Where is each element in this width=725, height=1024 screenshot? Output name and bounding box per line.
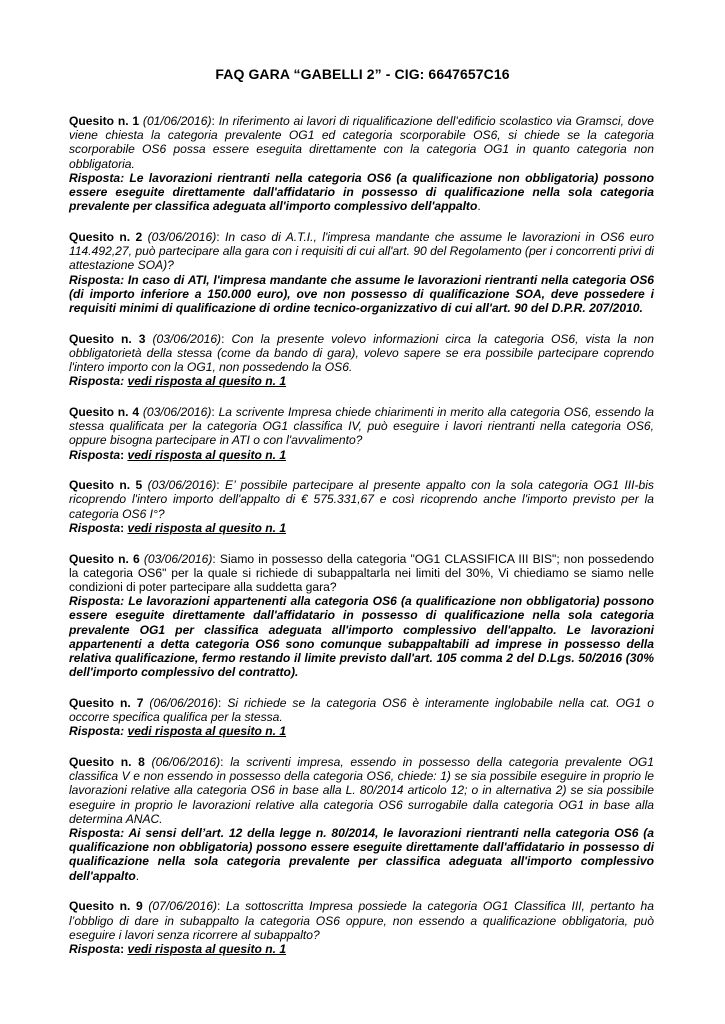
answer-label: Risposta xyxy=(69,520,121,535)
question-date: (03/06/2016) xyxy=(147,229,217,244)
question-date: (03/06/2016) xyxy=(152,331,222,346)
answer-paragraph xyxy=(69,448,654,462)
question-date: (06/06/2016) xyxy=(151,755,221,770)
answer-label: Risposta xyxy=(69,447,121,462)
answer-paragraph xyxy=(69,724,654,738)
answer-text: Risposta: Ai sensi dell’art. 12 della legge n. 80/2014, le lavorazioni rientranti nella categoria OS6 (a qualificazione non obbligatoria) possono essere eseguite direttamente dall'affidatario in possesso di qualificazione nella sola categoria prevalente per classifica adeguata all'importo complessivo dell'appalto xyxy=(69,826,654,883)
answer-reference-link: vedi risposta al quesito n. 1 xyxy=(127,724,287,739)
question-label: Quesito n. 5 xyxy=(69,478,143,493)
question-date: (07/06/2016) xyxy=(148,899,217,914)
question-label: Quesito n. 9 xyxy=(69,899,143,914)
faq-item-2 xyxy=(69,230,654,315)
question-date: (03/06/2016) xyxy=(142,404,212,419)
question-label: Quesito n. 3 xyxy=(69,331,146,346)
question-text: E’ possibile partecipare al presente appalto con la sola categoria OG1 III-bis ricoprendo l'intero importo dell'appalto di € 575.331,67 e così ricoprendo anche l'importo previsto per la categoria OS6 I°? xyxy=(69,478,654,521)
question-paragraph: Quesito n. 5 (03/06/2016): E’ possibile partecipare al presente appalto con la sola categoria OG1 III-bis ricoprendo l'intero importo dell'appalto di € 575.331,67 e così ricoprendo anche l'importo previsto per la categoria OS6 I°? xyxy=(69,478,654,521)
answer-text: Risposta: In caso di ATI, l'impresa mandante che assume le lavorazioni rientranti nella categoria OS6 (di importo inferiore a 150.000 euro), ove non possesso di qualificazione SOA, deve possedere i requisiti minimi di qualificazione di ordine tecnico-organizzativo di cui all'art. 90 del D.P.R. 207/2010. xyxy=(69,272,654,315)
answer-label: Risposta: xyxy=(69,724,128,739)
faq-item-5 xyxy=(69,478,654,535)
answer-paragraph xyxy=(69,273,654,316)
answer-paragraph xyxy=(69,171,654,214)
answer-reference-link: vedi risposta al quesito n. 1 xyxy=(127,447,287,462)
question-text: Con la presente volevo informazioni circa la categoria OS6, vista la non obbligatorietà della stessa (come da bando di gara), volevo sapere se era possibile partecipare coprendo l'intero importo con la OG1, non possedendo la OS6. xyxy=(69,331,654,375)
answer-paragraph xyxy=(69,521,654,535)
answer-separator: : xyxy=(120,447,128,462)
question-label: Quesito n. 4 xyxy=(69,404,140,419)
question-paragraph: Quesito n. 8 (06/06/2016): la scriventi impresa, essendo in possesso della categoria prevalente OG1 classifica V e non essendo in possesso della categoria OS6, chiede: 1) se sia possibile eseguire in proprio le lavorazioni relative alla categoria OS6 in base alla L. 80/2014 articolo 12; o in alternativa 2) se sia possibile eseguire in proprio le lavorazioni relative alla categoria OS6 surrogabile dalla categoria OG1 in base alla determina ANAC. xyxy=(69,755,654,826)
answer-reference-link: vedi risposta al quesito n. 1 xyxy=(127,941,287,956)
question-label: Quesito n. 8 xyxy=(69,755,145,770)
question-date: (03/06/2016) xyxy=(147,478,217,493)
question-label: Quesito n. 2 xyxy=(69,229,143,244)
question-label: Quesito n. 1 xyxy=(69,114,140,128)
faq-item-4 xyxy=(69,405,654,462)
answer-label: Risposta xyxy=(69,941,121,956)
answer-paragraph xyxy=(69,942,654,956)
faq-item-3 xyxy=(69,332,654,389)
answer-reference-link: vedi risposta al quesito n. 1 xyxy=(127,520,287,535)
answer-end: . xyxy=(477,199,481,214)
question-text: Siamo in possesso della categoria "OG1 CLASSIFICA III BIS"; non possedendo la categoria OS6" per la quale si richiede di subappaltarla nei limiti del 30%, Vi chiediamo se siamo nelle condizioni di poter partecipare alla suddetta gara? xyxy=(69,551,654,594)
answer-paragraph xyxy=(69,594,654,679)
question-text: la scriventi impresa, essendo in possesso della categoria prevalente OG1 classifica V e non essendo in possesso della categoria OS6, chiede: 1) se sia possibile eseguire in proprio le lavorazioni relative alla categoria OS6 in base alla L. 80/2014 articolo 12; o in alternativa 2) se sia possibile eseguire in proprio le lavorazioni relative alla categoria OS6 surrogabile dalla categoria OG1 in base alla determina ANAC. xyxy=(69,755,654,826)
question-text: La scrivente Impresa chiede chiarimenti in merito alla categoria OS6, essendo la stessa qualificata per la categoria OG1 classifica IV, può eseguire i lavori rientranti nella categoria OS6, oppure bisogna partecipare in ATI o con l'avvalimento? xyxy=(69,404,654,448)
question-text: In caso di A.T.I., l'impresa mandante che assume le lavorazioni in OS6 euro 114.492,27, può partecipare alla gara con i requisiti di cui all'art. 90 del Regolamento (per i concorrenti privi di attestazione SOA)? xyxy=(69,229,654,273)
answer-end: . xyxy=(135,868,140,883)
faq-item-6 xyxy=(69,552,654,680)
question-paragraph: Quesito n. 3 (03/06/2016): Con la presente volevo informazioni circa la categoria OS6, vista la non obbligatorietà della stessa (come da bando di gara), volevo sapere se era possibile partecipare coprendo l'intero importo con la OG1, non possedendo la OS6. xyxy=(69,331,654,375)
answer-paragraph xyxy=(69,826,654,883)
question-date: (01/06/2016) xyxy=(142,114,212,128)
answer-separator: : xyxy=(120,941,128,956)
question-date: (03/06/2016) xyxy=(143,551,213,566)
faq-list xyxy=(69,114,654,973)
question-paragraph: Quesito n. 6 (03/06/2016): Siamo in possesso della categoria "OG1 CLASSIFICA III BIS"; non possedendo la categoria OS6" per la quale si richiede di subappaltarla nei limiti del 30%, Vi chiediamo se siamo nelle condizioni di poter partecipare alla suddetta gara? xyxy=(69,551,654,594)
question-label: Quesito n. 7 xyxy=(69,695,144,710)
faq-item-8 xyxy=(69,755,654,883)
question-label: Quesito n. 6 xyxy=(69,551,140,566)
answer-paragraph xyxy=(69,374,654,388)
answer-label: Risposta: xyxy=(69,374,128,389)
question-text: La sottoscritta Impresa possiede la categoria OG1 Classifica III, pertanto ha l’obbligo di dare in subappalto la categoria OS6 oppure, non essendo a qualificazione obbligatoria, può eseguire i lavori senza ricorrere al subappalto? xyxy=(69,899,654,942)
faq-item-1 xyxy=(69,114,654,213)
faq-item-9 xyxy=(69,899,654,956)
question-text: In riferimento ai lavori di riqualificazione dell’edificio scolastico via Gramsci, dove viene chiesta la categoria prevalente OG1 ed categoria scorporabile OS6, si chiede se la categoria scorporabile OS6 possa essere eseguita direttamente con la categoria OG1 in quanto categoria non obbligatoria. xyxy=(69,114,654,171)
question-paragraph: Quesito n. 7 (06/06/2016): Si richiede se la categoria OS6 è interamente inglobabile nella cat. OG1 o occorre specifica qualifica per la stessa. xyxy=(69,695,654,725)
question-paragraph: Quesito n. 9 (07/06/2016): La sottoscritta Impresa possiede la categoria OG1 Classifica III, pertanto ha l’obbligo di dare in subappalto la categoria OS6 oppure, non essendo a qualificazione obbligatoria, può eseguire i lavori senza ricorrere al subappalto? xyxy=(69,899,654,942)
faq-item-7 xyxy=(69,696,654,739)
question-paragraph: Quesito n. 1 (01/06/2016): In riferimento ai lavori di riqualificazione dell’edificio scolastico via Gramsci, dove viene chiesta la categoria prevalente OG1 ed categoria scorporabile OS6, si chiede se la categoria scorporabile OS6 possa essere eseguita direttamente con la categoria OG1 in quanto categoria non obbligatoria. xyxy=(69,114,654,171)
question-date: (06/06/2016) xyxy=(149,695,219,710)
answer-separator: : xyxy=(120,520,128,535)
question-text: Si richiede se la categoria OS6 è interamente inglobabile nella cat. OG1 o occorre specifica qualifica per la stessa. xyxy=(69,695,654,725)
question-paragraph: Quesito n. 4 (03/06/2016): La scrivente Impresa chiede chiarimenti in merito alla categoria OS6, essendo la stessa qualificata per la categoria OG1 classifica IV, può eseguire i lavori rientranti nella categoria OS6, oppure bisogna partecipare in ATI o con l'avvalimento? xyxy=(69,404,654,448)
question-paragraph: Quesito n. 2 (03/06/2016): In caso di A.T.I., l'impresa mandante che assume le lavorazioni in OS6 euro 114.492,27, può partecipare alla gara con i requisiti di cui all'art. 90 del Regolamento (per i concorrenti privi di attestazione SOA)? xyxy=(69,229,654,273)
page-title: FAQ GARA “GABELLI 2” - CIG: 6647657C16 xyxy=(215,66,510,82)
answer-text: Risposta: Le lavorazioni appartenenti alla categoria OS6 (a qualificazione non obbligatoria) possono essere eseguite direttamente dall'affidatario in possesso di qualificazione nella sola categoria prevalente OG1 per classifica adeguata all'importo complessivo dell'appalto. Le lavorazioni appartenenti a detta categoria OS6 sono comunque subappaltabili ad imprese in possesso della relativa qualificazione, fermo restando il limite previsto dall'art. 105 comma 2 del D.Lgs. 50/2016 (30% dell'importo complessivo del contratto). xyxy=(69,594,654,680)
answer-reference-link: vedi risposta al quesito n. 1 xyxy=(127,374,287,389)
answer-text: Risposta: Le lavorazioni rientranti nella categoria OS6 (a qualificazione non obbligatoria) possono essere eseguite direttamente dall'affidatario in possesso di qualificazione nella sola categoria prevalente per classifica adeguata all'importo complessivo dell'appalto xyxy=(69,170,654,214)
